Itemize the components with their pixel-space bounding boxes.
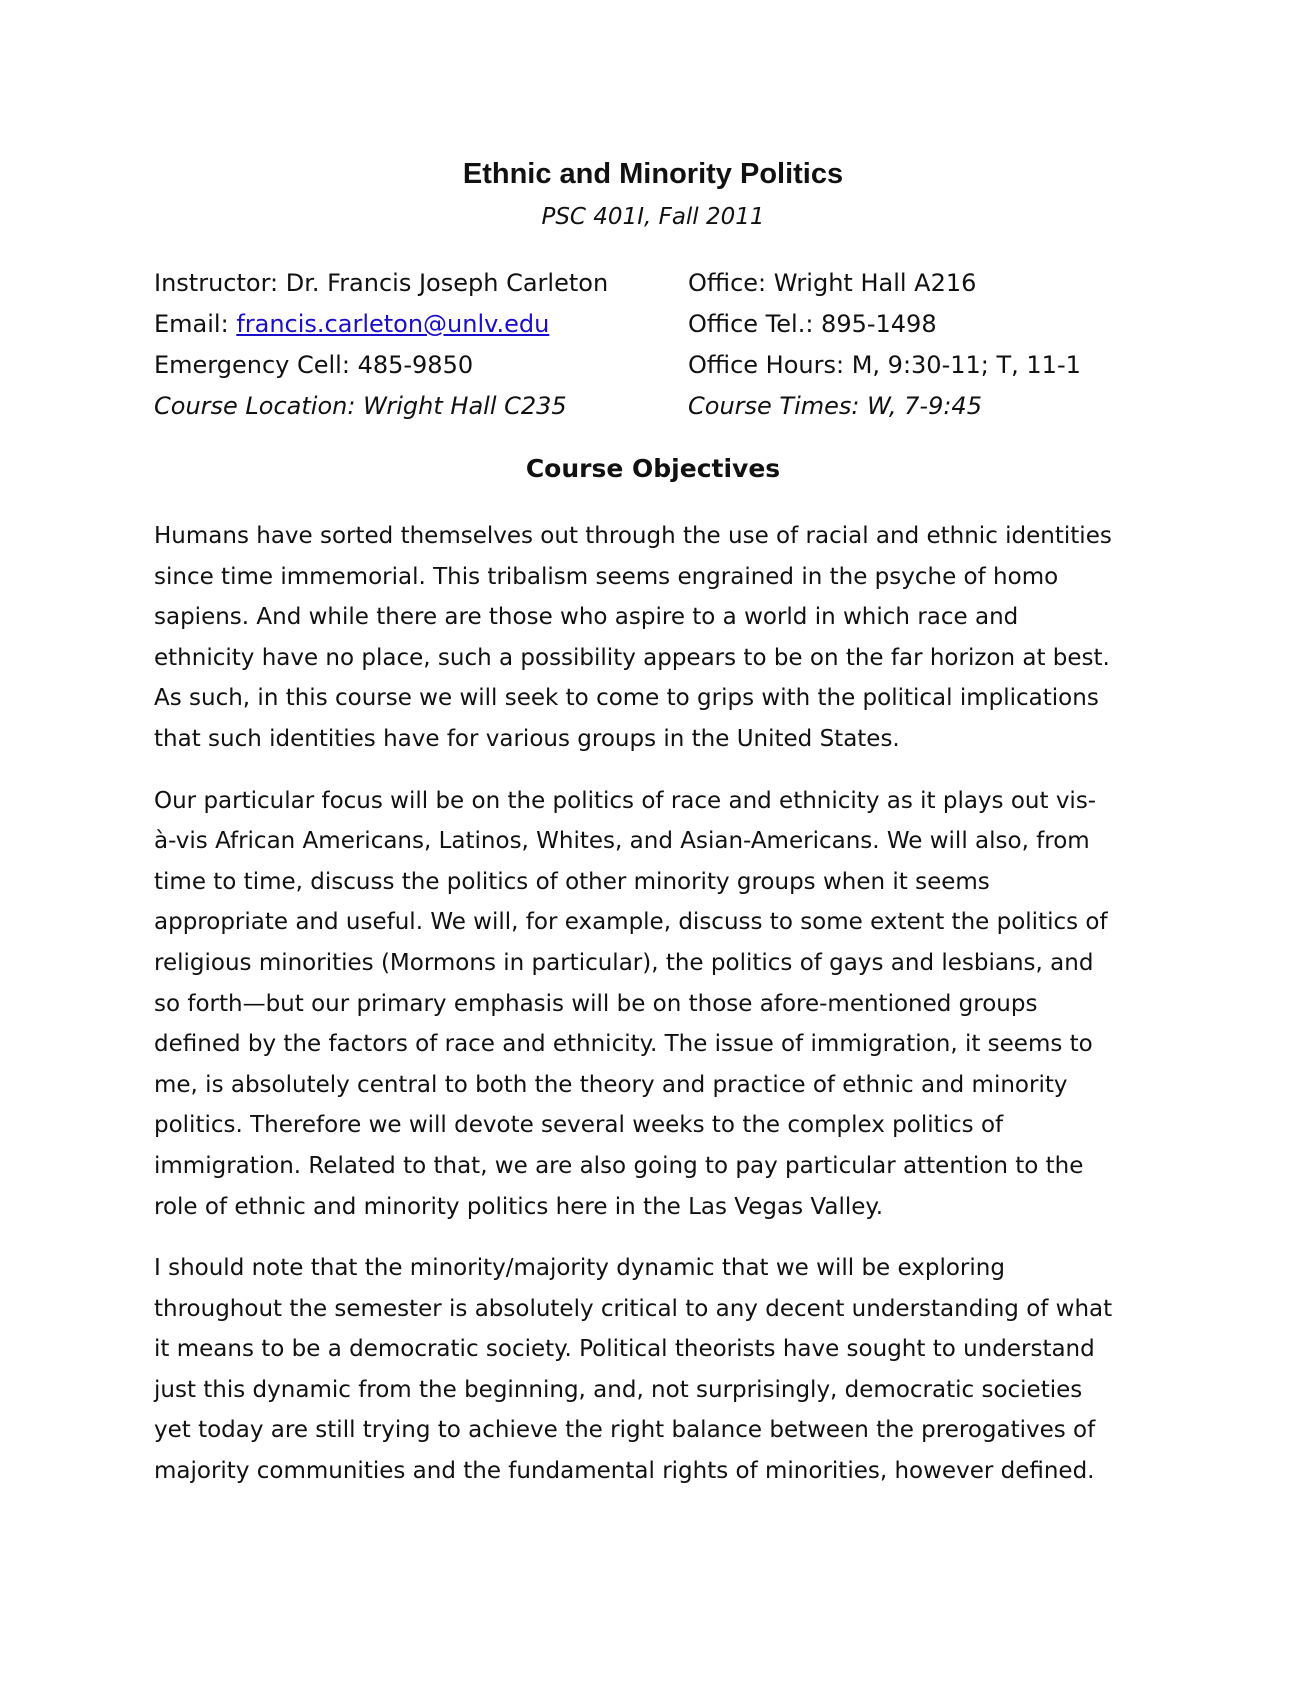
text-line: defined by the factors of race and ethnicity. The issue of immigration, it seems to <box>154 1031 1093 1058</box>
text-line: à-vis African Americans, Latinos, Whites, and Asian-Americans. We will also, from <box>154 828 1090 855</box>
instructor-name: Instructor: Dr. Francis Joseph Carleton <box>154 269 609 297</box>
document-title: Ethnic and Minority Politics <box>462 158 844 190</box>
text-line: ethnicity have no place, such a possibility appears to be on the far horizon at best. <box>154 644 1110 671</box>
text-line: Humans have sorted themselves out through the use of racial and ethnic identities <box>154 523 1112 549</box>
section-heading-course-objectives: Course Objectives <box>525 454 781 483</box>
text-line: since time immemorial. This tribalism seems engrained in the psyche of homo <box>154 563 1059 590</box>
email-link[interactable]: francis.carleton@unlv.edu <box>236 310 550 338</box>
course-code-subtitle: PSC 401I, Fall 2011 <box>541 204 765 230</box>
course-info-block <box>154 263 1154 427</box>
text-line: Our particular focus will be on the politics of race and ethnicity as it plays out vis- <box>154 787 1097 814</box>
course-location: Course Location: Wright Hall C235 <box>154 392 567 420</box>
course-times: Course Times: W, 7-9:45 <box>688 392 982 420</box>
text-line: time to time, discuss the politics of other minority groups when it seems <box>154 868 990 895</box>
office-location: Office: Wright Hall A216 <box>688 269 977 297</box>
text-line: politics. Therefore we will devote several weeks to the complex politics of <box>154 1112 1004 1139</box>
text-line: majority communities and the fundamental rights of minorities, however defined. <box>154 1458 1095 1485</box>
text-line: immigration. Related to that, we are also going to pay particular attention to the <box>154 1152 1084 1179</box>
text-line: As such, in this course we will seek to come to grips with the political implications <box>154 685 1099 712</box>
email-label: Email: <box>154 310 237 338</box>
paragraph-3 <box>154 1248 1156 1492</box>
text-line: me, is absolutely central to both the theory and practice of ethnic and minority <box>154 1071 1068 1098</box>
text-line: religious minorities (Mormons in particular), the politics of gays and lesbians, and <box>154 949 1094 976</box>
text-line: that such identities have for various groups in the United States. <box>154 725 900 752</box>
info-row <box>154 345 1154 386</box>
info-row <box>154 263 1154 304</box>
text-line: throughout the semester is absolutely critical to any decent understanding of what <box>154 1295 1113 1322</box>
text-line: just this dynamic from the beginning, and, not surprisingly, democratic societies <box>154 1376 1083 1403</box>
info-row <box>154 386 1154 427</box>
paragraph-2 <box>154 781 1156 1228</box>
office-hours: Office Hours: M, 9:30-11; T, 11-1 <box>688 351 1081 379</box>
text-line: role of ethnic and minority politics here in the Las Vegas Valley. <box>154 1193 884 1220</box>
text-line: yet today are still trying to achieve the right balance between the prerogatives of <box>154 1417 1096 1444</box>
text-line: it means to be a democratic society. Political theorists have sought to understand <box>154 1336 1095 1363</box>
email-line <box>154 304 549 345</box>
paragraph-1 <box>154 516 1156 760</box>
text-line: sapiens. And while there are those who aspire to a world in which race and <box>154 604 1019 631</box>
emergency-cell: Emergency Cell: 485-9850 <box>154 351 474 379</box>
office-telephone: Office Tel.: 895-1498 <box>688 310 937 338</box>
text-line: appropriate and useful. We will, for example, discuss to some extent the politics of <box>154 909 1108 936</box>
info-row <box>154 304 1154 345</box>
text-line: so forth—but our primary emphasis will be on those afore-mentioned groups <box>154 990 1038 1017</box>
course-objectives-body <box>154 516 1156 1513</box>
text-line: I should note that the minority/majority dynamic that we will be exploring <box>154 1255 1005 1282</box>
